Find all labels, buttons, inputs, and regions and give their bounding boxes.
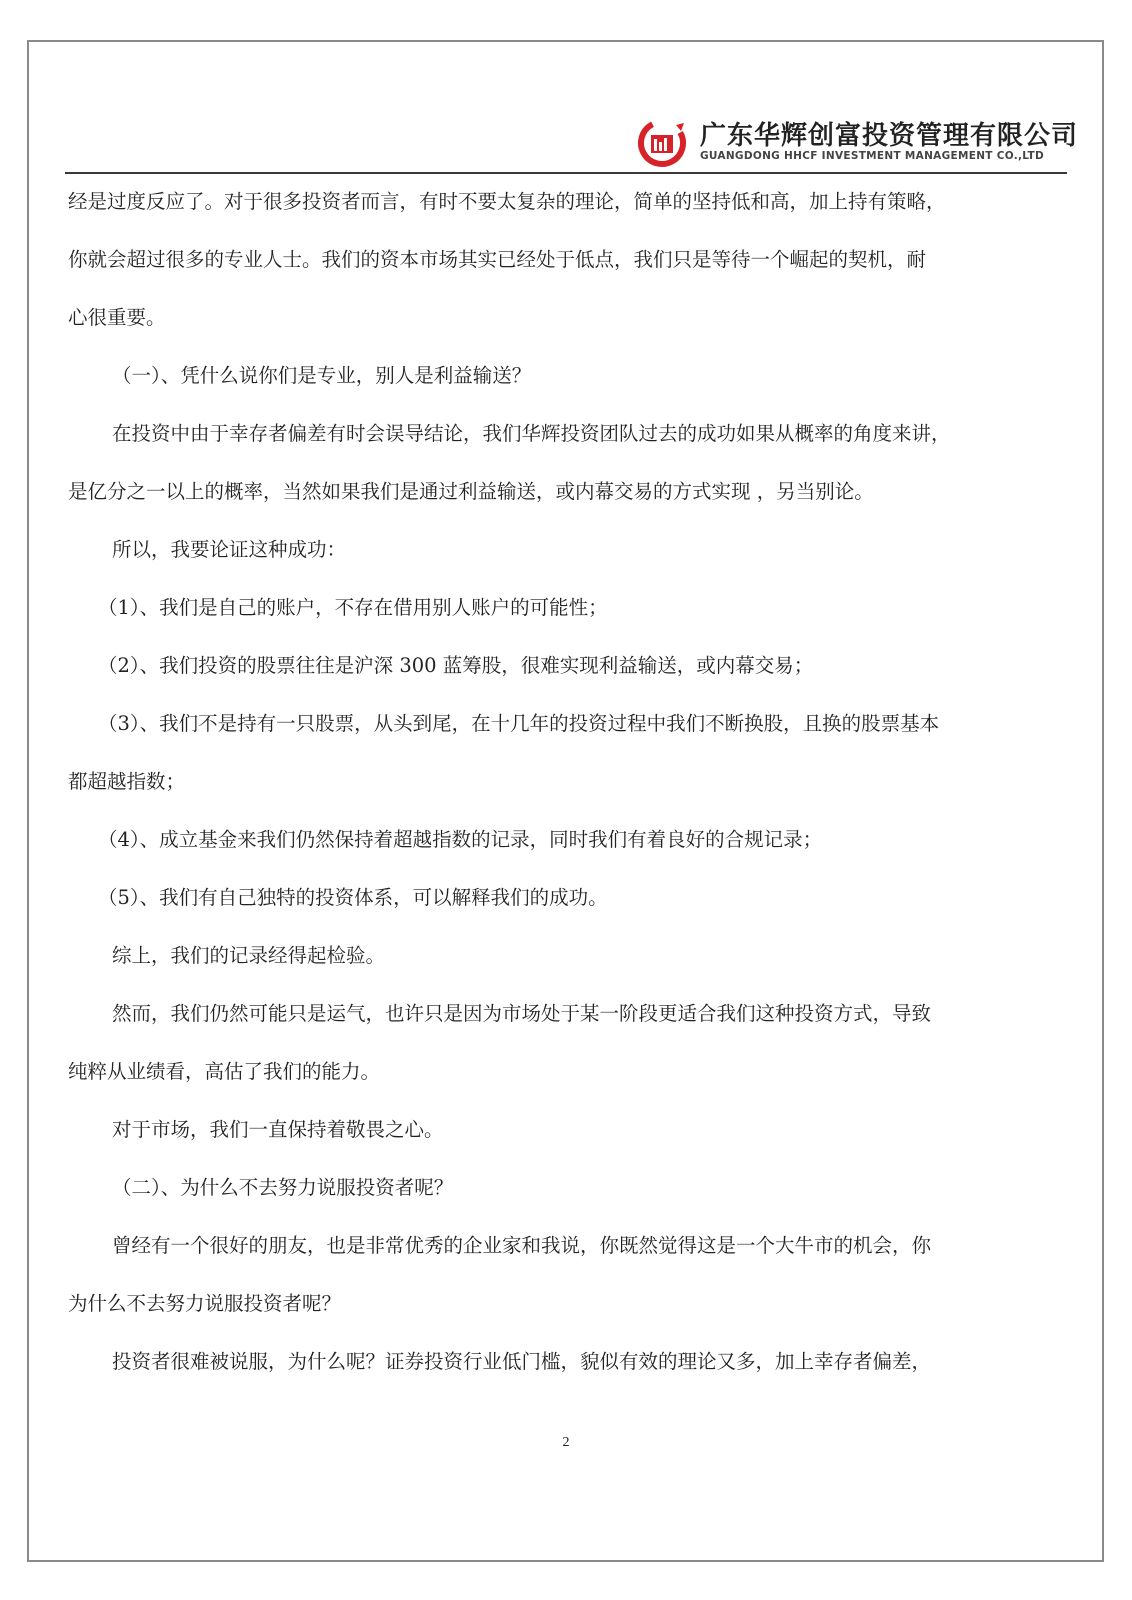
text-line: 你就会超过很多的专业人士。我们的资本市场其实已经处于低点，我们只是等待一个崛起的契机，耐: [68, 248, 927, 271]
company-name-cn: 广东华辉创富投资管理有限公司: [700, 121, 1079, 151]
text-line: 为什么不去努力说服投资者呢？: [68, 1292, 342, 1315]
company-name-en: GUANGDONG HHCF INVESTMENT MANAGEMENT CO.,LTD: [700, 150, 1045, 162]
list-item: （1）、我们是自己的账户，不存在借用别人账户的可能性；: [98, 596, 608, 619]
text-line: 经是过度反应了。对于很多投资者而言，有时不要太复杂的理论，简单的坚持低和高，加上持有策略，: [68, 190, 946, 213]
section-heading: （一）、凭什么说你们是专业，别人是利益输送？: [112, 364, 532, 387]
page-number: 2: [562, 1435, 570, 1450]
text-line: 曾经有一个很好的朋友，也是非常优秀的企业家和我说，你既然觉得这是一个大牛市的机会，你: [112, 1234, 932, 1257]
text-line: 所以，我要论证这种成功：: [112, 538, 347, 561]
text-line: 心很重要。: [68, 306, 166, 329]
text-line: 投资者很难被说服，为什么呢？证券投资行业低门槛，貌似有效的理论又多，加上幸存者偏差，: [112, 1350, 932, 1373]
list-item: （3）、我们不是持有一只股票，从头到尾，在十几年的投资过程中我们不断换股，且换的股票基本: [98, 712, 940, 735]
list-item: （4）、成立基金来我们仍然保持着超越指数的记录，同时我们有着良好的合规记录；: [98, 828, 823, 851]
list-item: （5）、我们有自己独特的投资体系，可以解释我们的成功。: [98, 886, 608, 909]
section-heading: （二）、为什么不去努力说服投资者呢？: [112, 1176, 454, 1199]
text-line: 然而，我们仍然可能只是运气，也许只是因为市场处于某一阶段更适合我们这种投资方式，导致: [112, 1002, 932, 1025]
hhcf-logo-icon: [636, 117, 688, 169]
text-line: 在投资中由于幸存者偏差有时会误导结论，我们华辉投资团队过去的成功如果从概率的角度来讲，: [112, 422, 951, 445]
letterhead: [636, 113, 1079, 171]
text-line: 对于市场，我们一直保持着敬畏之心。: [112, 1118, 444, 1141]
text-line: 是亿分之一以上的概率，当然如果我们是通过利益输送，或内幕交易的方式实现 ，另当别论。: [68, 480, 874, 503]
list-item: （2）、我们投资的股票往往是沪深 300 蓝筹股，很难实现利益输送，或内幕交易；: [98, 654, 814, 677]
text-line: 综上，我们的记录经得起检验。: [112, 944, 386, 967]
header-divider: [65, 172, 1067, 174]
text-line: 都超越指数；: [68, 770, 186, 793]
text-line: 纯粹从业绩看，高估了我们的能力。: [68, 1060, 381, 1083]
